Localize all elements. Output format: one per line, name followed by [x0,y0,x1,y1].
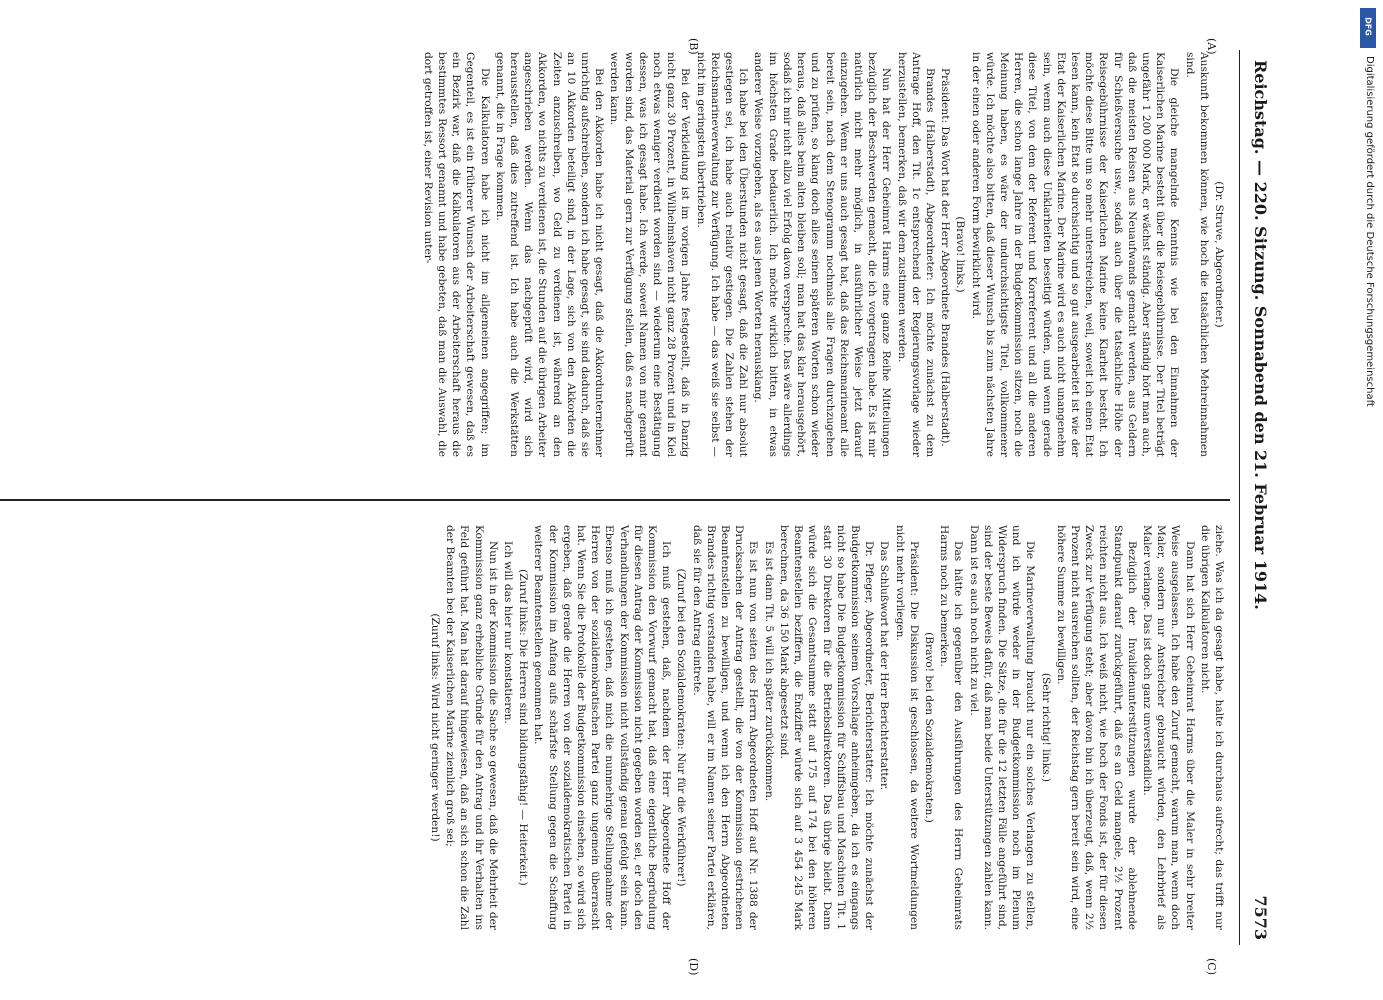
paragraph: Nun hat der Herr Geheimrat Harms eine ganze Reihe Mitteilungen bezüglich der Beschwerden gemacht, die ich vorgetragen habe. Es ist mir natürlich nicht mehr möglich, in ausführlicher Weise jetzt darauf einzugehen. Wenn er uns auch gesagt hat, daß das Reichsmarineamt alle bereit sein, nach dem Stenogramm nochmals alle Fragen durchzugehen und zu prüfen, so klang doch alles seinen späteren Worten schon wieder heraus, daß alles beim alten bleiben soll; man hat das klar herausgehört, sodaß ich mir nicht allzu viel Erfolg davon verspreche. Das wäre allerdings im höchsten Grade bedauerlich. Ich möchte wirklich bitten, in etwas anderer Weise vorzugehen, als es aus jenen Worten herausklang. [752,52,893,457]
interjection: (Zuruf links: Wird nicht geringer werden!) [429,613,442,842]
speaker-note: (Dr. Struve, Abgeordneter.) [1213,181,1225,328]
page-number: 7573 [1251,895,1270,940]
paragraph: Die Kalkulatoren habe ich nicht im allgemeinen angegriffen; im Gegenteil, es ist ein früherer Wunsch der Arbeiterschaft gewesen, daß es ein Bezirk war, daß die Kalkulatoren aus der Arbeiterschaft heraus die bestimmtes Ressort genannt und habe gebeten, daß man die Auswahl, die dort getroffen ist, einer Revision unter- [421,52,491,457]
paragraph: Die gleiche mangelnde Kenntnis wie bei den Einnahmen der Kaiserlichen Marine besteht über die Reisegebührnisse. Der Titel beträgt ungefähr 1 200 000 Mark, er wächst ständig. Aber ständig hört man auch, daß die meisten Reisen aus Neuaufwands gemacht werden, aus Geldern für Schießversuche usw., sodaß auch über die tatsächliche Höhe der Reisegebührnisse der Kaiserlichen Marine keine Klarheit besteht. Ich möchte diese Bitte um so mehr unterstreichen, weil, soweit ich einen Etat lesen kann, kein Etat so durchsichtig und so gut ausgearbeitet ist wie der Etat der Kaiserlichen Marine. Der Marine wird es auch nicht unangenehm sein, wenn auch diese Unklarheiten beseitigt würden, und wenn gerade diese Titel, von dem der Referent und Korreferent und all die anderen Herren, die schon lange Jahre in der Budgetkommission sitzen, noch die Meinung haben, es wäre der undurchsichtigste Titel, vollkommener würde. Ich möchte also bitten, daß dieser Wunsch bis zum nächsten Jahre in der einen oder anderen Form bewirklicht wird. [969,52,1181,457]
interjection: (Bravo! bei den Sozialdemokraten.) [922,632,935,823]
running-header [1242,60,1270,940]
paragraph: Das Schlußwort hat der Herr Berichterstatter. [878,541,891,791]
paragraph: Präsident: Das Wort hat der Herr Abgeordnete Brandes (Halberstadt). [939,68,952,447]
interjection: (Zuruf bei den Sozialdemokraten: Nur für die Werkführer!) [675,568,688,887]
interjection: (Zuruf links: Die Herren sind bildungsfähig! — Heiterkeit.) [517,569,530,886]
paragraph: Bei der Verkleidung ist im vorigen Jahre festgestellt, daß in Danzig nicht ganz 30 Prozent, in Wilhelmshaven nicht ganz 28 Prozent und in Kiel noch etwas weniger verdient worden sind — wiederum eine Bestätigung dessen, was ich gesagt habe. Ich werde, soweit Namen von mir genannt worden sind, das Material gern zur Verfügung stellen, daß es nachgeprüft werden kann. [608,52,692,457]
margin-marker-c: (C) [1205,958,1218,975]
paragraph: Nun ist in der Kommission die Sache so gewesen, daß die Mehrheit der Kommission ganz erhebliche Gründe für den Antrag und ihr Verhalten ins Feld geführt hat. Man hat darauf hingewiesen, daß an sich schon die Zahl der Beamten bei der Kaiserlichen Marine ziemlich groß sei; [444,525,499,930]
paragraph: Brandes (Halberstadt), Abgeordneter: Ich möchte zunächst zu dem Antrage Hoff, den Tit. 1c entsprechend der Regierungsvorlage wieder herzustellen, bemerken, daß wir dem zustimmen werden. [895,52,936,457]
paragraph: Es ist dann Tit. 5 will ich später zurückkommen. [762,541,775,802]
header-title: Reichstag. — 220. Sitzung. Sonnabend den 21. Februar 1914. [1251,60,1270,610]
margin-marker-b: (B) [687,38,700,55]
right-column [427,525,1226,930]
margin-marker-a: (A) [1205,38,1218,55]
paragraph: Dr. Pfleger, Abgeordneter, Berichterstatter: Ich möchte zunächst der Budgetkommission seinem Vorschlage anheimgeben, da ich es eingangs nicht so habe Die Budgetkommission für Schiffsbau und Maschinen Tit. 1 statt 30 Direktoren für die Betriebsdirektoren. Das übrige bleibt. Dann würde sich die Gesamtsumme statt auf 175 auf 174 bei den höheren Beamtenstellen beziffern, die Endziffer würde sich auf 3 454 245 Mark berechnen, da 36 150 Mark abgesetzt sind. [777,525,876,930]
paragraph: Dann hat sich Herr Geheimrat Harms über die Maler in sehr breiter Weise ausgelassen. Ich habe den Zuruf gemacht, warum man, wenn doch Maler, sondern nur Anstreicher gebraucht würden, den Lehrbrief als Maler verlange. Das ist doch ganz unverständlich. [1140,525,1196,930]
dfg-sidebar [1360,8,1378,993]
paragraph: Bezüglich der Invalidenunterstützungen wurde der ablehnende Standpunkt darauf zurückgeführt, daß es an Geld mangele, 2½ Prozent reichten nicht aus. Ich weiß nicht, wie hoch der Fonds ist, der für diesen Zweck zur Verfügung steht; aber davon bin ich überzeugt, daß, wenn 2½ Prozent nicht ausreichen sollten, der Reichstag gern bereit sein wird, eine höhere Summe zu bewilligen. [1054,525,1138,930]
column-divider [0,499,1230,501]
funding-note [1362,56,1376,986]
paragraph: Ich habe bei den Überstunden nicht gesagt, daß die Zahl nur absolut gestiegen sei, ich habe auch relativ gestiegen. Die Zahlen stehen der Reichsmarineverwaltung zur Verfügung. Ich habe — das weiß sie selbst — nicht im geringsten übertrieben. [694,52,750,457]
margin-marker-d: (D) [687,958,700,976]
paragraph: Präsident: Die Diskussion ist geschlossen, da weitere Wortmeldungen nicht mehr vorliegen. [893,525,920,930]
paragraph: Es ist nun von seiten des Herrn Abgeordneten Hoff auf Nr. 1388 der Drucksachen der Antrag gestellt, die von der Kommission gestrichenen Beamtenstellen zu bewilligen, und wenn ich den Herrn Abgeordneten Brandes richtig verstanden habe, will er im Namen seiner Partei erklären, daß sie für den Antrag eintrete. [690,525,760,930]
paragraph: Das hätte ich gegenüber den Ausführungen des Herrn Geheimrats Harms noch zu bemerken. [938,525,965,930]
funding-note-text: Digitalisierung gefördert durch die Deutsche Forschungsgemeinschaft [1364,56,1375,407]
dfg-logo-text: DFG [1363,17,1373,36]
paragraph: Auskunft bekommen können, wie hoch die tatsächlichen Mehreinnahmen sind. [1183,52,1210,457]
paragraph: Ich muß gestehen, daß, nachdem der Herr Abgeordnete Hoff der Kommission den Vorwurf gemacht hat, daß eine eigentliche Begründung für diesen Antrag der Kommission nicht gegeben worden sei, er doch den Verhandlungen der Kommission nicht vollständig genau gefolgt sein kann. Ebenso muß ich gestehen, daß mich die nunmehrige Stellungnahme der Herren von der sozialdemokratischen Partei ganz ungemein überrascht hat. Wenn Sie die Protokolle der Budgetkommission einsehen, so wird sich ergeben, daß gerade die Herren von der sozialdemokratischen Partei in der Kommission im Anfang aufs schärfste Stellung gegen die Schaffung weiterer Beamtenstellen genommen hat. [532,525,673,930]
left-column [420,52,1226,457]
interjection: (Bravo! links.) [954,216,967,293]
header-rule [1239,50,1240,945]
interjection: (Sehr richtig! links.) [1039,672,1052,783]
paragraph: Die Marineverwaltung braucht nur ein solches Verlangen zu stellen, und ich würde weder in der Budgetkommission noch im Plenum Widerspruch finden. Die Sätze, die für die 12 letzten Fälle angeführt sind, sind der beste Beweis dafür, daß man beide Unterstützungen zahlen kann. Dann ist es auch noch nicht zu viel. [967,525,1037,930]
paragraph: ziehe. Was ich da gesagt habe, halte ich durchaus aufrecht; das trifft nur die übrigen Kalkulatoren nicht. [1198,525,1225,930]
paragraph: Ich will das hier nur konstatieren. [502,541,515,724]
dfg-logo [1360,8,1376,48]
paragraph: Bei den Akkorden habe ich nicht gesagt, daß die Akkordunternehmer unrichtig aufschreiben, sondern ich habe gesagt, sie sind dadurch, daß sie an 10 Akkorden beteiligt sind, in der Lage, sich von den Akkorden die Zeiten anzuschreiben, wo Geld zu verdienen ist, während an den Akkorden, wo nichts zu verdienen ist, die Stunden auf die übrigen Arbeiter angeschrieben werden. Wenn das nachgeprüft wird, wird sich herausstellen, daß dies zutreffend ist. Ich habe auch die Werkstätten genannt, die in Frage kommen. [493,52,606,457]
